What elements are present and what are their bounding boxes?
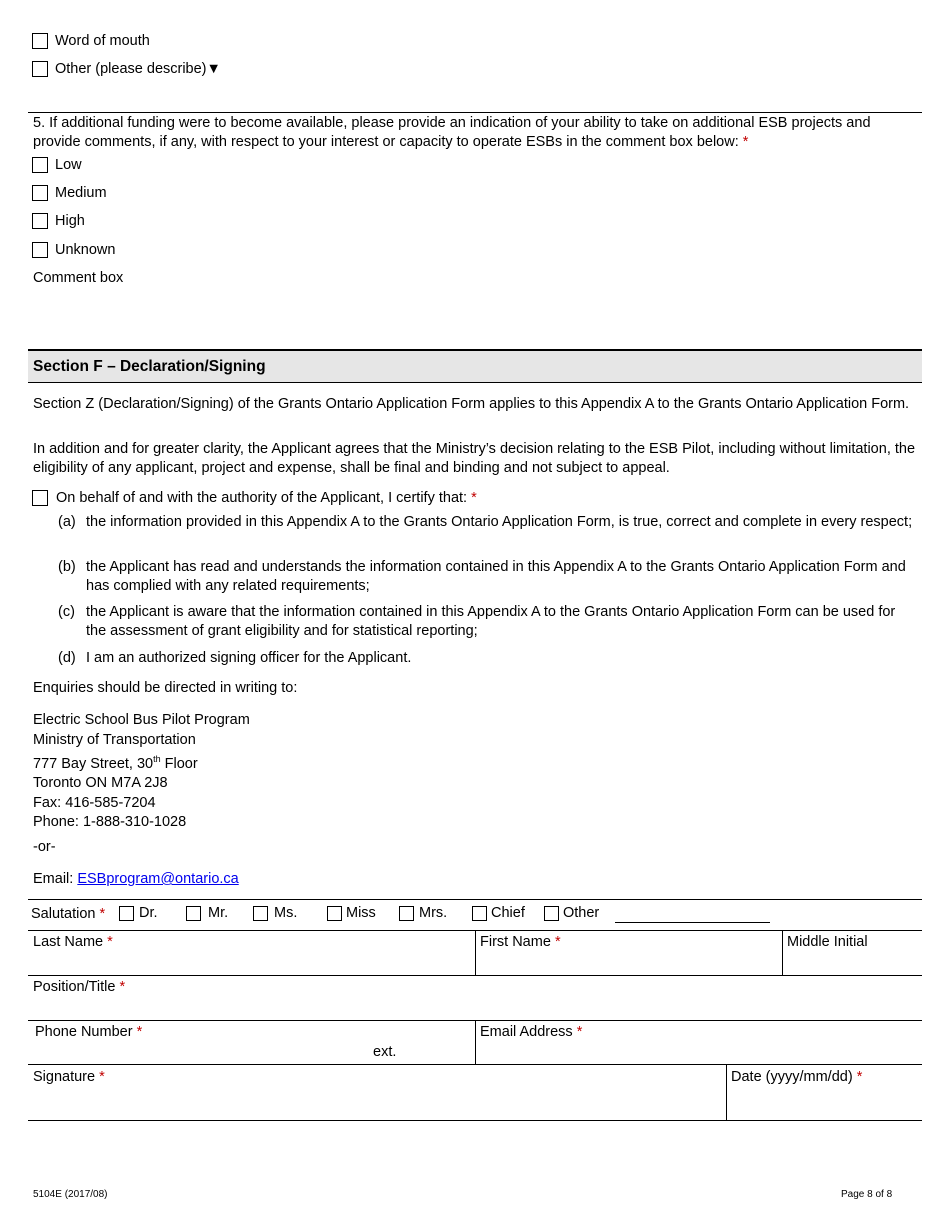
form-divider-4 (726, 1064, 727, 1120)
salutation-mr-label: Mr. (208, 905, 229, 921)
form-rule-5 (28, 1064, 922, 1065)
form-rule-6 (28, 1120, 922, 1121)
salutation-miss-checkbox[interactable] (327, 906, 342, 921)
salutation-chief-checkbox[interactable] (472, 906, 487, 921)
address-phone: Phone: 1-888-310-1028 (33, 814, 187, 831)
salutation-miss-label: Miss (346, 905, 376, 921)
salutation-dr-label: Dr. (139, 905, 158, 921)
certify-label: On behalf of and with the authority of the Applicant, I certify that: * (56, 490, 477, 506)
first-name-label: First Name * (480, 934, 561, 950)
salutation-label: Salutation * (31, 906, 106, 922)
address-line-1: Electric School Bus Pilot Program (33, 712, 250, 728)
comment-box[interactable] (28, 290, 922, 346)
salutation-dr-checkbox[interactable] (119, 906, 134, 921)
salutation-mrs-checkbox[interactable] (399, 906, 414, 921)
q5-low-label: Low (55, 157, 82, 173)
salutation-other-label: Other (563, 905, 600, 921)
q5-question: 5. If additional funding were to become available, please provide an indication of your ability to take on additional ESB projects and provide comments, if any, with respect to your interest or capacity to operate ESBs in the comment box below: * (33, 115, 871, 150)
address-line-4: Toronto ON M7A 2J8 (33, 775, 168, 792)
q5-high-checkbox[interactable] (32, 213, 48, 229)
q5-high-label: High (55, 213, 85, 229)
section-f-header (28, 349, 922, 383)
salutation-other-checkbox[interactable] (544, 906, 559, 921)
other-checkbox[interactable] (32, 61, 48, 77)
phone-number-label: Phone Number * (35, 1024, 143, 1040)
q5-medium-label: Medium (55, 185, 107, 201)
q5-low-checkbox[interactable] (32, 157, 48, 173)
form-number: 5104E (2017/08) (33, 1189, 108, 1200)
q5-medium-checkbox[interactable] (32, 185, 48, 201)
section-f-para2: In addition and for greater clarity, the Applicant agrees that the Ministry’s decision relating to the ESB Pilot, including without limitation, the eligibility of any applicant, project and expense, shall be final and binding and not subject to appeal. (33, 441, 916, 476)
last-name-label: Last Name * (33, 934, 113, 950)
form-divider-3 (475, 1020, 476, 1064)
salutation-ms-label: Ms. (274, 905, 298, 921)
signature-label: Signature * (33, 1069, 105, 1085)
enquiries-text: Enquiries should be directed in writing to: (33, 680, 298, 696)
email-link[interactable]: ESBprogram@ontario.ca (77, 871, 239, 887)
middle-initial-label: Middle Initial (787, 934, 868, 950)
section-f-para1: Section Z (Declaration/Signing) of the Grants Ontario Application Form applies to this Appendix A to the Grants Ontario Application Form. (33, 396, 910, 412)
mailing-address (33, 711, 250, 833)
salutation-mrs-label: Mrs. (419, 905, 448, 921)
address-line-2: Ministry of Transportation (33, 731, 196, 748)
q5-unknown-label: Unknown (55, 242, 116, 258)
salutation-chief-label: Chief (491, 905, 525, 921)
position-title-label: Position/Title * (33, 979, 126, 995)
form-rule-3 (28, 975, 922, 976)
q5-unknown-checkbox[interactable] (32, 242, 48, 258)
certify-checkbox[interactable] (32, 490, 48, 506)
salutation-mr-checkbox[interactable] (186, 906, 201, 921)
form-divider-2 (782, 930, 783, 975)
word-of-mouth-label: Word of mouth (55, 33, 150, 49)
page-number: Page 8 of 8 (841, 1189, 893, 1200)
address-fax: Fax: 416-585-7204 (33, 794, 156, 811)
date-label: Date (yyyy/mm/dd) * (731, 1069, 863, 1085)
comment-box-label: Comment box (33, 270, 124, 286)
or-text: -or- (33, 839, 56, 855)
q5-top-rule (28, 112, 922, 113)
form-rule-1 (28, 899, 922, 900)
word-of-mouth-checkbox[interactable] (32, 33, 48, 49)
salutation-other-input[interactable] (615, 922, 770, 923)
email-line: Email: ESBprogram@ontario.ca (33, 871, 239, 887)
address-line-3: 777 Bay Street, 30th Floor (33, 754, 198, 772)
email-address-label: Email Address * (480, 1024, 583, 1040)
salutation-ms-checkbox[interactable] (253, 906, 268, 921)
phone-ext-label: ext. (373, 1044, 397, 1060)
other-label[interactable]: Other (please describe)▼ (55, 61, 221, 77)
section-f-title: Section F – Declaration/Signing (33, 358, 266, 375)
form-divider-1 (475, 930, 476, 975)
